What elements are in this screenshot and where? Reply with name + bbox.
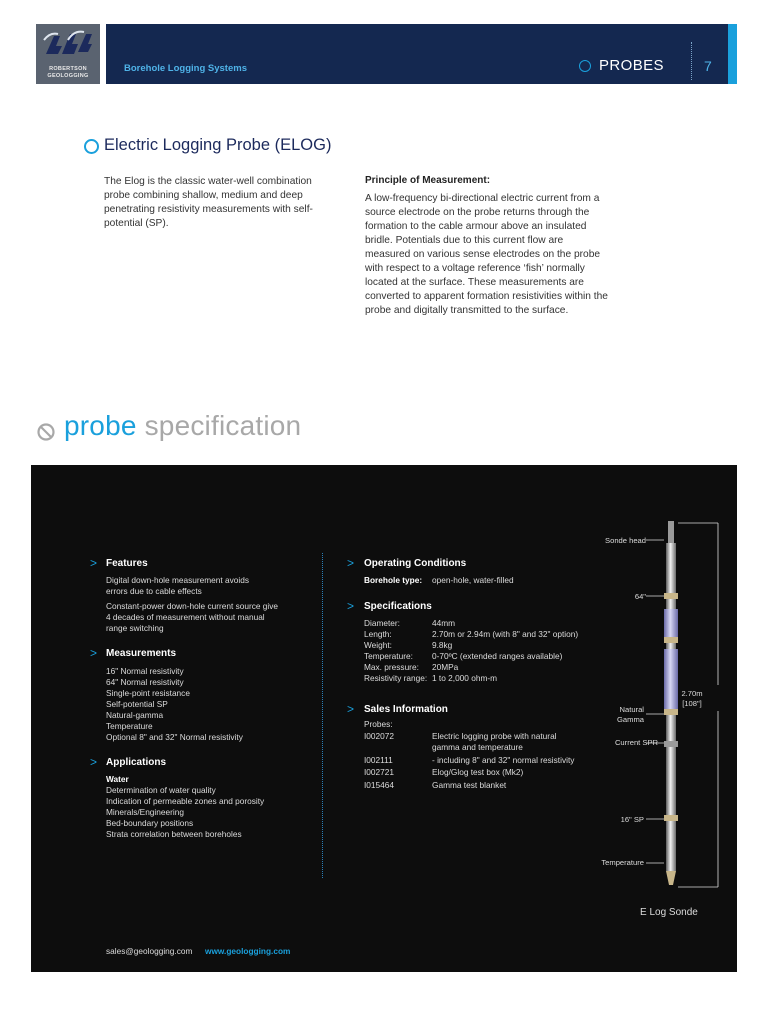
spec-value: 9.8kg: [432, 640, 453, 650]
chevron-right-icon: >: [90, 646, 98, 660]
electrode-ring: [664, 815, 678, 821]
spec-heading: [64, 410, 301, 442]
sales-code: I002111: [364, 755, 393, 765]
page-number: 7: [704, 58, 712, 74]
column-divider: [322, 553, 323, 878]
spec-label: Length:: [364, 629, 392, 639]
electrode-ring: [664, 741, 678, 747]
specifications-heading: Specifications: [364, 601, 432, 612]
features-heading: Features: [106, 558, 148, 569]
sales-desc: Electric logging probe with natural: [432, 731, 557, 741]
operating-heading: Operating Conditions: [364, 558, 467, 569]
features-item: range switching: [106, 623, 164, 633]
measurements-item: 16" Normal resistivity: [106, 666, 184, 676]
sp16-label: 16" SP: [620, 815, 644, 824]
principle-text: A low-frequency bi-directional electric current from a source electrode on the probe returns through the formation to the cable armour above an insulated bridle. Potentials due to this current flow are measured on various sense electrodes on the probe with respect to a voltage reference ‘fish’ normally located at the surface. These measurements are converted to apparent formation resistivities within the probe and digitally transmitted to the surface.: [365, 193, 608, 316]
gamma-label: Gamma: [616, 715, 644, 724]
chevron-right-icon: >: [347, 702, 355, 716]
sales-email-link[interactable]: sales@geologging.com: [106, 946, 193, 956]
length-m-label: 2.70m: [681, 689, 703, 698]
sales-desc: Gamma test blanket: [432, 780, 507, 790]
features-item: errors due to cable effects: [106, 586, 202, 596]
electrode-ring: [664, 593, 678, 599]
temperature-label: Temperature: [601, 858, 644, 867]
sonde-lower-tube: [666, 821, 676, 871]
sales-code: I002072: [364, 731, 394, 741]
length-in-label: [108"]: [682, 699, 702, 708]
measurements-item: Natural-gamma: [106, 710, 164, 720]
sonde-head: [668, 521, 674, 543]
spec-heading-word1: probe: [64, 410, 137, 441]
features-item: 4 decades of measurement without manual: [106, 612, 265, 622]
spec-label: Temperature:: [364, 651, 413, 661]
spec-value: 1 to 2,000 ohm-m: [432, 673, 498, 683]
borehole-type-label: Borehole type:: [364, 575, 423, 585]
measurements-item: Self-potential SP: [106, 699, 168, 709]
sonde-tube: [666, 599, 676, 609]
measurements-item: Temperature: [106, 721, 153, 731]
sonde-head-label: Sonde head: [605, 536, 646, 545]
page-title: Electric Logging Probe (ELOG): [104, 136, 332, 154]
circle-bullet-icon: [84, 139, 99, 154]
spec-value: 20MPa: [432, 662, 459, 672]
sales-desc: gamma and temperature: [432, 742, 523, 752]
spec-value: 2.70m or 2.94m (with 8" and 32" option): [432, 629, 579, 639]
sales-heading: Sales Information: [364, 704, 448, 715]
measurements-item: Single-point resistance: [106, 688, 190, 698]
website-link[interactable]: www.geologging.com: [205, 946, 291, 956]
sales-code: I015464: [364, 780, 394, 790]
company-logo: [36, 24, 100, 84]
applications-item: Determination of water quality: [106, 785, 216, 795]
logo-text-line2: GEOLOGGING: [47, 73, 89, 79]
applications-item: Minerals/Engineering: [106, 807, 184, 817]
section-label: PROBES: [599, 57, 664, 74]
features-item: Constant-power down-hole current source give: [106, 601, 279, 611]
len64-label: 64": [634, 592, 646, 601]
no-entry-icon: [36, 422, 56, 442]
spec-heading-word2: specification: [144, 410, 302, 441]
measurements-heading: Measurements: [106, 648, 177, 659]
electrode-ring: [664, 637, 678, 643]
electrode-ring: [664, 709, 678, 715]
natural-label: Natural: [619, 705, 644, 714]
header-bar: [106, 24, 728, 84]
applications-subheading: Water: [106, 774, 129, 784]
features-item: Digital down-hole measurement avoids: [106, 575, 249, 585]
header-subtitle: Borehole Logging Systems: [124, 63, 247, 74]
header-accent-strip: [728, 24, 737, 84]
sonde-tube: [666, 643, 676, 649]
sales-code: I002721: [364, 767, 394, 777]
intro-description: The Elog is the classic water-well combination probe combining shallow, medium and deep penetrating resistivity measurements with self-potential (SP).: [104, 176, 313, 229]
chevron-right-icon: >: [90, 755, 98, 769]
applications-heading: Applications: [106, 757, 167, 768]
applications-item: Bed-boundary positions: [106, 818, 194, 828]
current-spr-label: Current SPR: [614, 738, 658, 747]
measurements-item: Optional 8" and 32" Normal resistivity: [106, 732, 243, 742]
chevron-right-icon: >: [90, 556, 98, 570]
borehole-type-value: open-hole, water-filled: [432, 575, 514, 585]
circle-bullet-icon: [579, 60, 591, 72]
applications-item: Indication of permeable zones and porosity: [106, 796, 265, 806]
spec-label: Diameter:: [364, 618, 400, 628]
sonde-upper-tube: [666, 543, 676, 593]
sales-desc: Elog/Glog test box (Mk2): [432, 767, 524, 777]
applications-item: Strata correlation between boreholes: [106, 829, 242, 839]
spec-value: 0-70ºC (extended ranges available): [432, 651, 563, 661]
spec-label: Resistivity range:: [364, 673, 428, 683]
sonde-tube: [666, 715, 676, 755]
sales-desc: - including 8" and 32" normal resistivity: [432, 755, 575, 765]
spec-label: Max. pressure:: [364, 662, 419, 672]
sonde-nose: [666, 871, 676, 885]
diagram-caption: E Log Sonde: [640, 907, 698, 918]
logo-text-line1: ROBERTSON: [49, 66, 87, 72]
spec-value: 44mm: [432, 618, 456, 628]
chevron-right-icon: >: [347, 556, 355, 570]
header-divider: [691, 42, 692, 80]
sonde-insulated-section: [664, 609, 678, 637]
principle-heading: Principle of Measurement:: [365, 175, 491, 186]
probes-label: Probes:: [364, 719, 393, 729]
spec-label: Weight:: [364, 640, 392, 650]
sonde-tube: [666, 755, 676, 815]
chevron-right-icon: >: [347, 599, 355, 613]
logo-mark-icon: [40, 28, 96, 60]
measurements-item: 64" Normal resistivity: [106, 677, 184, 687]
